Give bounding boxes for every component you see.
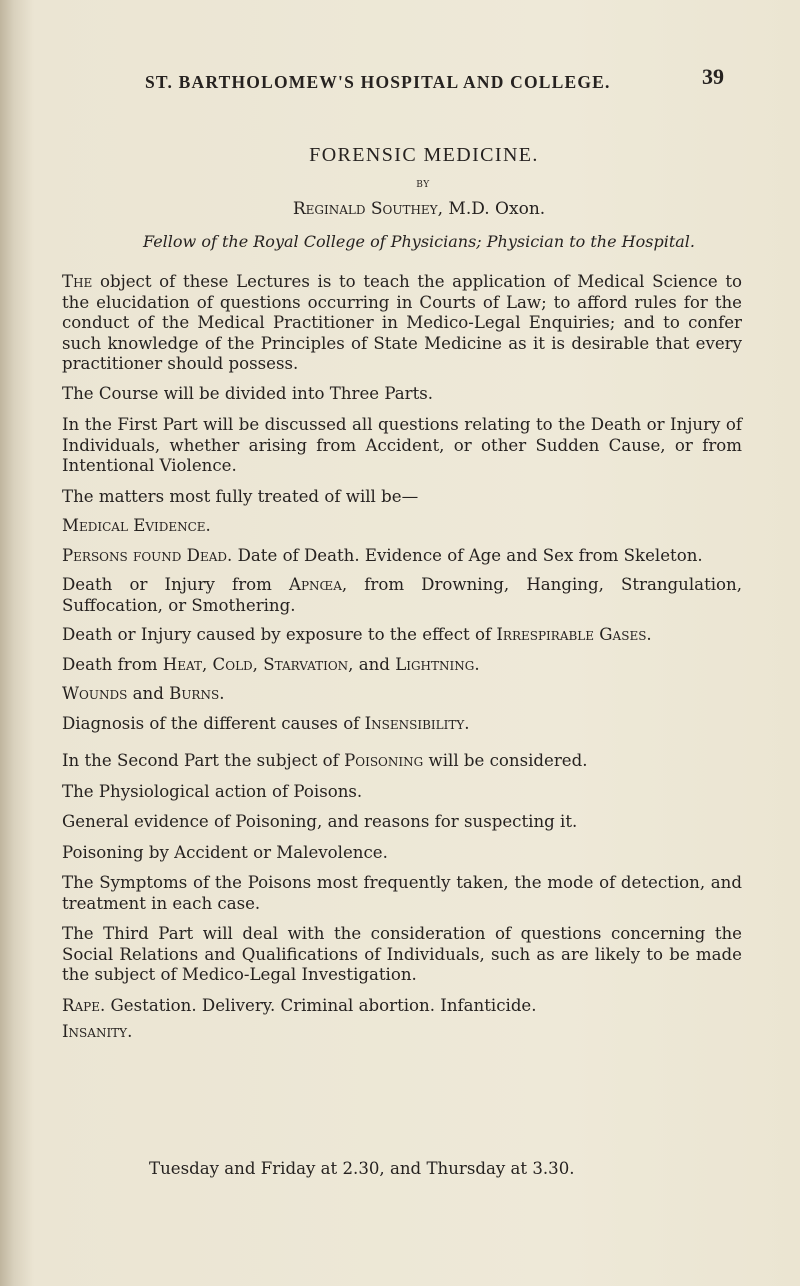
rape-paragraph [62, 996, 742, 1017]
wounds-sep: and [127, 684, 170, 703]
accident-paragraph: Poisoning by Accident or Malevolence. [62, 842, 388, 862]
rape-term: Rape. [62, 995, 106, 1015]
intro-text: object of these Lectures is to teach the application of Medical Science to the elucidation of questions occurring in Courts of Law; to afford rules for the conduct of the Medical Practitioner in Medico-Legal Enquiries; and to confer such knowledge of the Principles of State Medicine as it is desirable that every practitioner should possess. [62, 272, 742, 373]
apnoea-term: Apnœa [288, 575, 342, 594]
physiological-paragraph: The Physiological action of Poisons. [62, 781, 363, 801]
section-title: FORENSIC MEDICINE. [309, 144, 539, 166]
starvation-term: Starvation [263, 654, 349, 674]
heat-sep-2: , [252, 654, 264, 674]
poisoning-term: Poisoning [344, 751, 424, 770]
persons-found-dead-paragraph [62, 546, 742, 567]
author-affiliation: Fellow of the Royal College of Physicians; Physician to the Hospital. [142, 232, 695, 251]
intro-lead: The [62, 272, 93, 291]
insensibility-term: Insensibility. [364, 713, 470, 733]
second-part-after: will be considered. [423, 751, 588, 770]
heat-sep-3: , and [348, 654, 396, 674]
gases-before: Death or Injury caused by exposure to the effect of [62, 625, 497, 644]
general-evidence-paragraph: General evidence of Poisoning, and reasons for suspecting it. [62, 812, 578, 831]
wounds-term: Wounds [62, 684, 128, 703]
diagnosis-before: Diagnosis of the different causes of [62, 713, 365, 733]
apnoea-after: , from Drowning, Hanging, Strangulation, Suffocation, or Smothering. [62, 575, 742, 615]
diagnosis-paragraph [62, 714, 742, 735]
intro-paragraph [62, 272, 742, 375]
symptoms-paragraph: The Symptoms of the Poisons most frequently taken, the mode of detection, and treatment in each case. [62, 873, 742, 913]
gases-term: Irrespirable Gases. [496, 625, 652, 644]
heat-before: Death from [62, 654, 163, 674]
course-paragraph: The Course will be divided into Three Parts. [62, 383, 434, 403]
persons-found-dead-text: Date of Death. Evidence of Age and Sex from Skeleton. [232, 545, 703, 565]
persons-found-dead-lead: Persons found Dead. [62, 545, 233, 565]
heat-paragraph [62, 655, 742, 676]
heat-sep-1: , [201, 654, 213, 674]
lightning-term: Lightning. [395, 654, 480, 674]
gases-paragraph [62, 625, 742, 646]
third-part-paragraph: The Third Part will deal with the consideration of questions concerning the Social Relations and Qualifications of Individuals, such as are likely to be made the subject of Medico-Legal Investigation. [62, 924, 742, 984]
rape-text: Gestation. Delivery. Criminal abortion. Infanticide. [105, 995, 537, 1015]
author-line [0, 199, 800, 219]
lecture-body [62, 272, 742, 1043]
first-part-paragraph: In the First Part will be discussed all questions relating to the Death or Injury of Individuals, whether arising from Accident, or other Sudden Cause, or from Intentional Violence. [62, 415, 742, 475]
medical-evidence-heading: Medical Evidence. [62, 516, 211, 535]
cold-term: Cold [212, 654, 253, 674]
lecture-schedule: Tuesday and Friday at 2.30, and Thursday at 3.30. [149, 1159, 575, 1178]
author-degree: , M.D. Oxon. [437, 199, 546, 219]
second-part-before: In the Second Part the subject of [62, 751, 345, 770]
matters-paragraph: The matters most fully treated of will be— [62, 486, 419, 506]
apnoea-paragraph [62, 575, 742, 616]
author-name: Reginald Southey [292, 199, 438, 219]
insanity-heading: Insanity. [62, 1022, 133, 1041]
running-head: ST. BARTHOLOMEW'S HOSPITAL AND COLLEGE. [145, 72, 611, 92]
heat-term: Heat [162, 654, 202, 674]
wounds-paragraph [62, 684, 742, 705]
second-part-paragraph [62, 751, 742, 772]
byline: BY [416, 180, 430, 190]
apnoea-before: Death or Injury from [62, 575, 289, 594]
page-number: 39 [702, 64, 724, 89]
burns-term: Burns. [169, 684, 225, 703]
